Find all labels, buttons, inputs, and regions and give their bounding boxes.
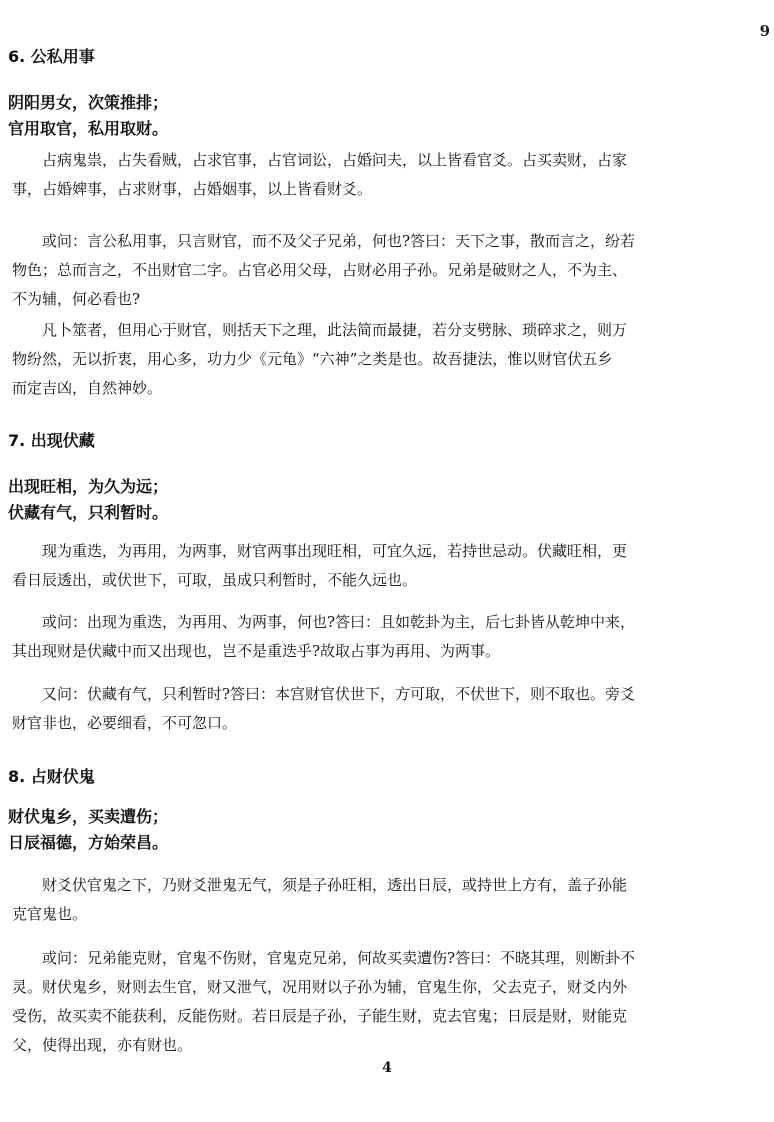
section-7-heading: 7. 出现伏藏 [8, 431, 95, 450]
paragraph-line: 事，占婚婢事，占求财事，占婚姻事，以上皆看财爻。 [12, 180, 373, 198]
paragraph-line: 灵。财伏鬼乡，财则去生官，财又泄气，况用财以子孙为辅，官鬼生你，父去克子，财爻内外 [12, 978, 628, 996]
verse-line: 财伏鬼乡，买卖遭伤； [8, 807, 169, 826]
section-8-paragraph-1 [12, 871, 748, 929]
paragraph-line: 物色；总而言之，不出财官二字。占官必用父母，占财必用子孙。兄弟是破财之人，不为主、 [12, 261, 628, 279]
verse-line: 日辰福德，方始荣昌。 [8, 833, 169, 852]
paragraph-line: 物纷然，无以折衷，用心多，功力少《元龟》“六神”之类是也。故吾捷法，惟以财官伏五乡 [12, 350, 613, 368]
verse-line: 伏藏有气，只利暂时。 [8, 503, 169, 522]
paragraph-line: 父，使得出现，亦有财也。 [12, 1036, 193, 1054]
paragraph-line: 克官鬼也。 [12, 905, 88, 923]
paragraph-line: 不为辅，何必看也? [12, 290, 141, 308]
section-8-verse [8, 804, 168, 856]
paragraph-line: 看日辰透出，或伏世下，可取，虽成只利暂时，不能久远也。 [12, 571, 418, 589]
paragraph-line: 或问：言公私用事，只言财官，而不及父子兄弟，何也?答曰：天下之事，散而言之，纷若 [12, 232, 636, 250]
paragraph-line: 而定吉凶，自然神妙。 [12, 379, 163, 397]
section-7-paragraph-3 [12, 680, 748, 738]
section-7-verse [8, 474, 168, 526]
section-6-verse [8, 90, 168, 142]
section-7-paragraph-2 [12, 608, 748, 666]
verse-line: 阴阳男女，次策推排； [8, 93, 169, 112]
paragraph-line: 受伤，故买卖不能获利，反能伤财。若日辰是子孙，子能生财，克去官鬼；日辰是财，财能克 [12, 1007, 628, 1025]
paragraph-line: 占病鬼祟，占失看贼，占求官事，占官词讼，占婚问夫，以上皆看官爻。占买卖财，占家 [12, 151, 628, 169]
paragraph-line: 现为重迭，为再用，为两事，财官两事出现旺相，可宜久远，若持世忌动。伏藏旺相，更 [12, 542, 628, 560]
paragraph-line: 财爻伏官鬼之下，乃财爻泄鬼无气，须是子孙旺相，透出日辰，或持世上方有，盖子孙能 [12, 876, 628, 894]
section-8-heading: 8. 占财伏鬼 [8, 767, 95, 786]
corner-page-mark: 9 [759, 22, 770, 40]
verse-line: 出现旺相，为久为远； [8, 477, 169, 496]
paragraph-line: 财官非也，必要细看，不可忽口。 [12, 714, 238, 732]
page-number: 4 [382, 1060, 392, 1076]
section-6-paragraph-3 [12, 316, 748, 403]
section-6-paragraph-2 [12, 227, 748, 314]
section-7-paragraph-1 [12, 537, 748, 595]
verse-line: 官用取官，私用取财。 [8, 119, 169, 138]
section-6-heading: 6. 公私用事 [8, 47, 95, 66]
paragraph-line: 凡卜筮者，但用心于财官，则括天下之理，此法简而最捷，若分支劈脉、琐碎求之，则万 [12, 321, 628, 339]
paragraph-line: 又问：伏藏有气，只利暂时?答曰：本宫财官伏世下，方可取，不伏世下，则不取也。旁爻 [12, 685, 636, 703]
section-6-paragraph-1 [12, 146, 748, 204]
paragraph-line: 或问：兄弟能克财，官鬼不伤财，官鬼克兄弟，何故买卖遭伤?答曰：不晓其理，则断卦不 [12, 949, 636, 967]
paragraph-line: 或问：出现为重迭，为再用、为两事，何也?答曰：且如乾卦为主，后七卦皆从乾坤中来， [12, 613, 636, 631]
paragraph-line: 其出现财是伏藏中而又出现也，岂不是重迭乎?故取占事为再用、为两事。 [12, 642, 501, 660]
section-8-paragraph-2 [12, 944, 748, 1060]
